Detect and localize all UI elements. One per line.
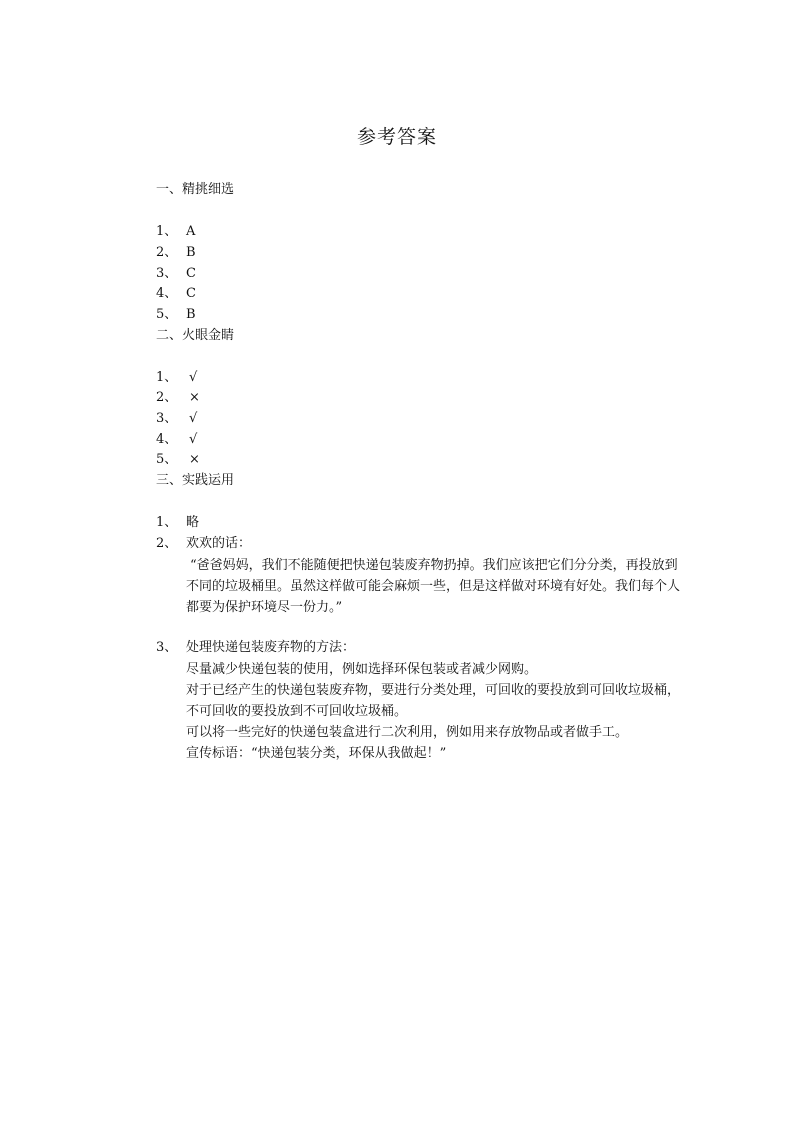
- answer-value: C: [186, 266, 196, 281]
- answer-number: 2、: [156, 245, 178, 260]
- answer-number: 2、: [156, 390, 178, 405]
- answer-number: 3、: [156, 411, 178, 426]
- answer-row: [156, 534, 251, 554]
- answer-number: 3、: [156, 640, 178, 655]
- answer-row: [156, 430, 197, 450]
- answer-row: [156, 638, 355, 658]
- answer-number: 3、: [156, 266, 178, 281]
- answer-row: [156, 409, 197, 429]
- check-mark: √: [189, 432, 198, 447]
- section-heading-2: 二、火眼金睛: [156, 328, 235, 343]
- answer-row: [156, 368, 197, 388]
- slogan-line: 宣传标语：“快递包装分类，环保从我做起！”: [186, 746, 447, 761]
- cross-mark: ×: [189, 390, 200, 405]
- answer-number: 4、: [156, 286, 178, 301]
- answer-row: [156, 388, 200, 408]
- answer-row: [156, 513, 199, 533]
- answer-value: A: [186, 224, 196, 239]
- answer-number: 5、: [156, 307, 178, 322]
- answer-row: [156, 243, 196, 263]
- section-heading-3: 三、实践运用: [156, 473, 235, 488]
- method-line: 尽量减少快递包装的使用，例如选择环保包装或者减少网购。: [186, 662, 538, 677]
- answer-label: 欢欢的话：: [186, 536, 252, 551]
- method-line: 对于已经产生的快递包装废弃物，要进行分类处理，可回收的要投放到可回收垃圾桶，: [186, 683, 681, 698]
- answer-number: 1、: [156, 370, 178, 385]
- check-mark: √: [189, 411, 198, 426]
- quote-line: 都要为保护环境尽一份力。”: [186, 600, 343, 615]
- answer-row: [156, 450, 200, 470]
- answer-number: 2、: [156, 536, 178, 551]
- answer-label: 处理快递包装废弃物的方法：: [186, 640, 356, 655]
- answer-row: [156, 264, 196, 284]
- answer-number: 1、: [156, 515, 178, 530]
- section-heading-1: 一、精挑细选: [156, 182, 235, 197]
- answer-number: 5、: [156, 452, 178, 467]
- quote-line: “爸爸妈妈，我们不能随便把快递包装废弃物扔掉。我们应该把它们分分类，再投放到: [190, 558, 678, 573]
- answer-row: [156, 222, 195, 242]
- answer-value: B: [186, 307, 196, 322]
- page-title: 参考答案: [356, 126, 437, 148]
- cross-mark: ×: [189, 452, 200, 467]
- answer-row: [156, 284, 196, 304]
- answer-number: 4、: [156, 432, 178, 447]
- answer-value: C: [186, 286, 196, 301]
- method-line: 不可回收的要投放到不可回收垃圾桶。: [186, 704, 408, 719]
- answer-value: B: [186, 245, 196, 260]
- check-mark: √: [189, 370, 198, 385]
- answer-value: 略: [186, 515, 200, 530]
- answer-row: [156, 305, 196, 325]
- method-line: 可以将一些完好的快递包装盒进行二次利用，例如用来存放物品或者做手工。: [186, 725, 629, 740]
- answer-number: 1、: [156, 224, 178, 239]
- quote-line: 不同的垃圾桶里。虽然这样做可能会麻烦一些，但是这样做对环境有好处。我们每个人: [186, 579, 681, 594]
